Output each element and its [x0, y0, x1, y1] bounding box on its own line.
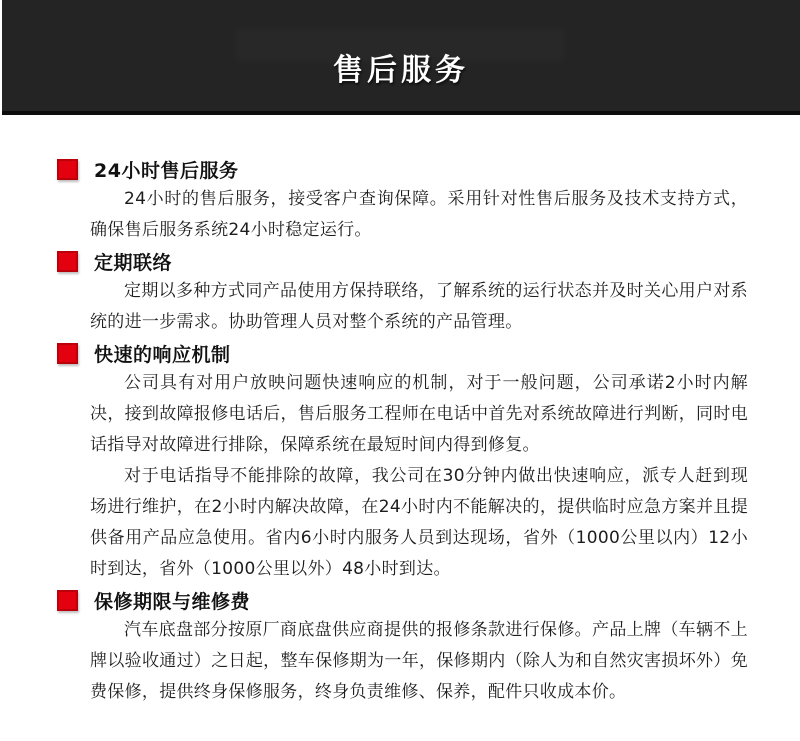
section-paragraph: 公司具有对用户放映问题快速响应的机制，对于一般问题，公司承诺2小时内解决，接到故障报修电话后，售后服务工程师在电话中首先对系统故障进行判断，同时电话指导对故障进行排除，保障系统在最短时间内得到修复。	[90, 373, 748, 455]
red-square-bullet	[57, 343, 78, 364]
section-paragraph: 汽车底盘部分按原厂商底盘供应商提供的报修条款进行保修。产品上牌（车辆不上牌以验收通过）之日起，整车保修期为一年，保修期内（除人为和自然灾害损坏外）免费保修，提供终身保修服务，终身负责维修、保养，配件只收成本价。	[90, 620, 748, 702]
section-title: 定期联络	[94, 251, 173, 274]
service-section	[57, 250, 748, 338]
section-header	[57, 589, 748, 611]
banner	[2, 0, 800, 115]
page-title: 售后服务	[333, 53, 469, 88]
section-header	[57, 158, 748, 180]
service-section	[57, 342, 748, 585]
section-title: 24小时售后服务	[94, 159, 239, 182]
section-title: 快速的响应机制	[94, 343, 231, 366]
section-paragraph: 定期以多种方式同产品使用方保持联络，了解系统的运行状态并及时关心用户对系统的进一步需求。协助管理人员对整个系统的产品管理。	[90, 281, 748, 332]
service-section	[57, 589, 748, 708]
red-square-bullet	[57, 251, 78, 272]
red-square-bullet	[57, 159, 78, 180]
section-paragraph: 对于电话指导不能排除的故障，我公司在30分钟内做出快速响应，派专人赶到现场进行维护，在2小时内解决故障，在24小时内不能解决的，提供临时应急方案并且提供备用产品应急使用。省内6小时内服务人员到达现场，省外（1000公里以内）12小时到达，省外（1000公里以外）48小时到达。	[90, 466, 748, 579]
section-paragraph: 24小时的售后服务，接受客户查询保障。采用针对性售后服务及技术支持方式，确保售后服务系统24小时稳定运行。	[90, 189, 748, 240]
section-header	[57, 250, 748, 272]
content	[0, 115, 800, 708]
section-header	[57, 342, 748, 364]
section-title: 保修期限与维修费	[94, 590, 251, 613]
sections-container	[57, 158, 748, 708]
service-section	[57, 158, 748, 246]
red-square-bullet	[57, 590, 78, 611]
